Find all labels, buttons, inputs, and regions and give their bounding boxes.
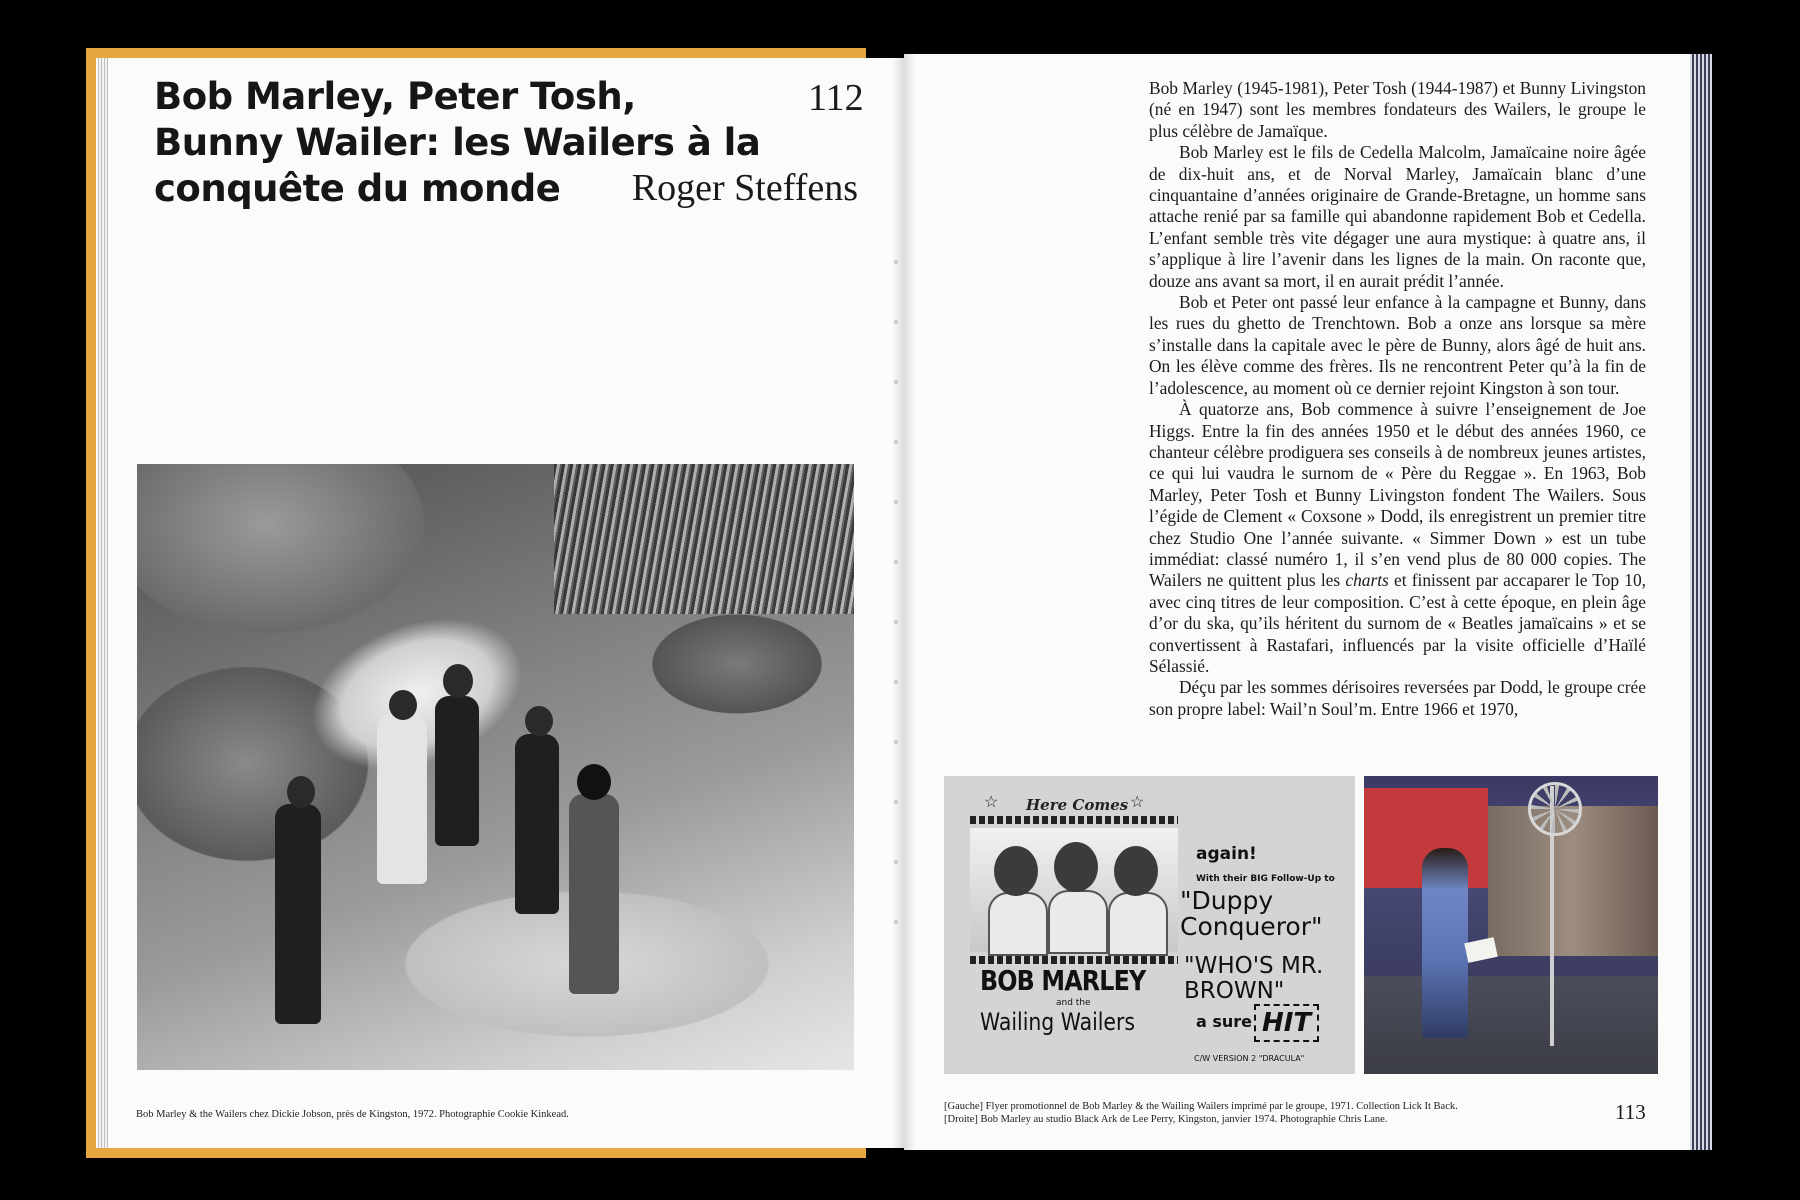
studio-floor: [1364, 976, 1658, 1074]
photo-figure: [275, 804, 321, 1024]
book-cover-edge-top: [86, 48, 866, 58]
body-paragraph: Bob et Peter ont passé leur enfance à la campagne et Bunny, dans les rues du ghetto de Trenchtown. Bob a onze ans lorsque sa mère s’installe dans la capitale avec le père de Bunny, alors âgé de huit ans. On les élève comme des frères. Ils ne rencontrent Peter qu’à la fin de l’adolescence, au moment où ce dernier rejoint Kingston à son tour.: [1149, 292, 1646, 398]
studio-photo: [1364, 776, 1658, 1074]
lyric-sheet: [1464, 937, 1498, 963]
flyer-border: [970, 956, 1178, 964]
star-icon: ☆: [984, 794, 999, 811]
body-paragraph: Bob Marley (1945-1981), Peter Tosh (1944-1987) et Bunny Livingston (né en 1947) sont les membres fondateurs des Wailers, le groupe le plus célèbre de Jamaïque.: [1149, 78, 1646, 141]
article-title: Bob Marley, Peter Tosh, Bunny Wailer: les Wailers à la conquête du monde: [154, 75, 761, 210]
page-number-left: 112: [808, 77, 864, 119]
flyer-a-sure: a sure: [1196, 1012, 1253, 1031]
photo-figure: [515, 734, 559, 914]
right-images-caption: [944, 1100, 1458, 1126]
flyer-cw: C/W VERSION 2 "DRACULA": [1194, 1054, 1305, 1063]
flyer-band-photo: [970, 828, 1178, 952]
binding-stitches: [894, 260, 898, 960]
flyer-figure: [1048, 890, 1108, 954]
promo-flyer-image: [944, 776, 1355, 1074]
flyer-again: again!: [1196, 844, 1257, 864]
body-paragraph: Bob Marley est le fils de Cedella Malcolm, Jamaïcaine noire âgée de dix-huit ans, et de Norval Marley, Jamaïcain blanc d’une cinquantaine d’années originaire de Grande-Bretagne, un homme sans attache renié par sa famille qui abandonne rapidement Bob et Cedella. L’enfant semble très vite dégager une aura mystique: à quatre ans, il s’applique à lire l’avenir dans les lignes de la main. On raconte que, douze ans avant sa mort, il en aurait prédit l’année.: [1149, 142, 1646, 291]
left-page-stack: [98, 58, 108, 1148]
book-cover-edge-bottom: [86, 1148, 866, 1158]
body-paragraph: [1149, 399, 1646, 677]
flyer-figure: [1108, 892, 1168, 956]
flyer-face: [994, 846, 1038, 896]
star-icon: ☆: [1130, 794, 1145, 811]
photo-figure: [377, 714, 427, 884]
photo-figure-head: [287, 776, 315, 808]
flyer-duppy: "Duppy Conqueror": [1180, 886, 1323, 941]
page-number-right: 113: [1615, 1100, 1646, 1124]
caption-left-image: [Gauche] Flyer promotionnel de Bob Marley & the Wailing Wailers imprimé par le groupe, 1971. Collection Lick It Back.: [944, 1101, 1458, 1112]
body-paragraph: Déçu par les sommes dérisoires reversées par Dodd, le groupe crée son propre label: Wail’n Soul’m. Entre 1966 et 1970,: [1149, 677, 1646, 719]
body-paragraph-text: et finissent par accaparer le Top 10, avec cinq titres de leur composition. C’est à cette époque, en plein âge d’or du ska, qu’ils héritent du surnom de « Beatles jamaïcains » et se convertissent à Rastafari, influencés par la visite officielle d’Haïlé Sélassié.: [1149, 570, 1646, 676]
right-page-stack: [1690, 54, 1712, 1150]
flyer-whos: "WHO'S MR. BROWN": [1184, 953, 1324, 1004]
italic-charts: charts: [1345, 570, 1389, 591]
photo-figure-head: [525, 706, 553, 736]
photo-figure: [569, 794, 619, 994]
flyer-hit: HIT: [1254, 1004, 1319, 1042]
body-paragraph-text: À quatorze ans, Bob commence à suivre l’enseignement de Joe Higgs. Entre la fin des années 1950 et le début des années 1960, ce chanteur célèbre prodiguera ses conseils à de nombreux jeunes artistes, ce qui lui vaudra le surnom de « Père du Reggae ». En 1963, Bob Marley, Peter Tosh et Bunny Livingston fondent The Wailers. Sous l’égide de Clement « Coxsone » Dodd, ils enregistrent un premier titre chez Studio One l’année suivante. « Simmer Down » est un tube immédiat: classé numéro 1, il s’en vend plus de 80 000 copies. The Wailers ne quittent plus les: [1149, 399, 1646, 591]
flyer-here-comes: Here Comes: [1026, 796, 1129, 814]
flyer-bob-marley: BOB MARLEY: [980, 964, 1146, 997]
flyer-face: [1114, 846, 1158, 896]
main-photo-caption: Bob Marley & the Wailers chez Dickie Jobson, près de Kingston, 1972. Photographie Cookie Kinkead.: [136, 1109, 569, 1120]
photo-figure-head: [577, 764, 611, 800]
fan-icon: [1528, 782, 1582, 836]
article-body: [1149, 78, 1646, 720]
studio-figure: [1422, 848, 1468, 1038]
flyer-wailing-wailers: Wailing Wailers: [980, 1008, 1136, 1036]
photo-figure: [435, 696, 479, 846]
caption-right-image: [Droite] Bob Marley au studio Black Ark de Lee Perry, Kingston, janvier 1974. Photographie Chris Lane.: [944, 1114, 1388, 1125]
flyer-follow-up: With their BIG Follow-Up to: [1196, 874, 1335, 884]
book-cover-edge-left: [86, 48, 96, 1158]
author-name: Roger Steffens: [631, 167, 858, 209]
wailers-group-photo: [137, 464, 854, 1070]
photo-figure-head: [389, 690, 417, 720]
flyer-face: [1054, 842, 1098, 892]
flyer-and-the: and the: [1056, 998, 1091, 1008]
photo-grass: [554, 464, 854, 614]
flyer-border: [970, 816, 1178, 824]
photo-figure-head: [443, 664, 473, 698]
flyer-figure: [988, 892, 1048, 956]
